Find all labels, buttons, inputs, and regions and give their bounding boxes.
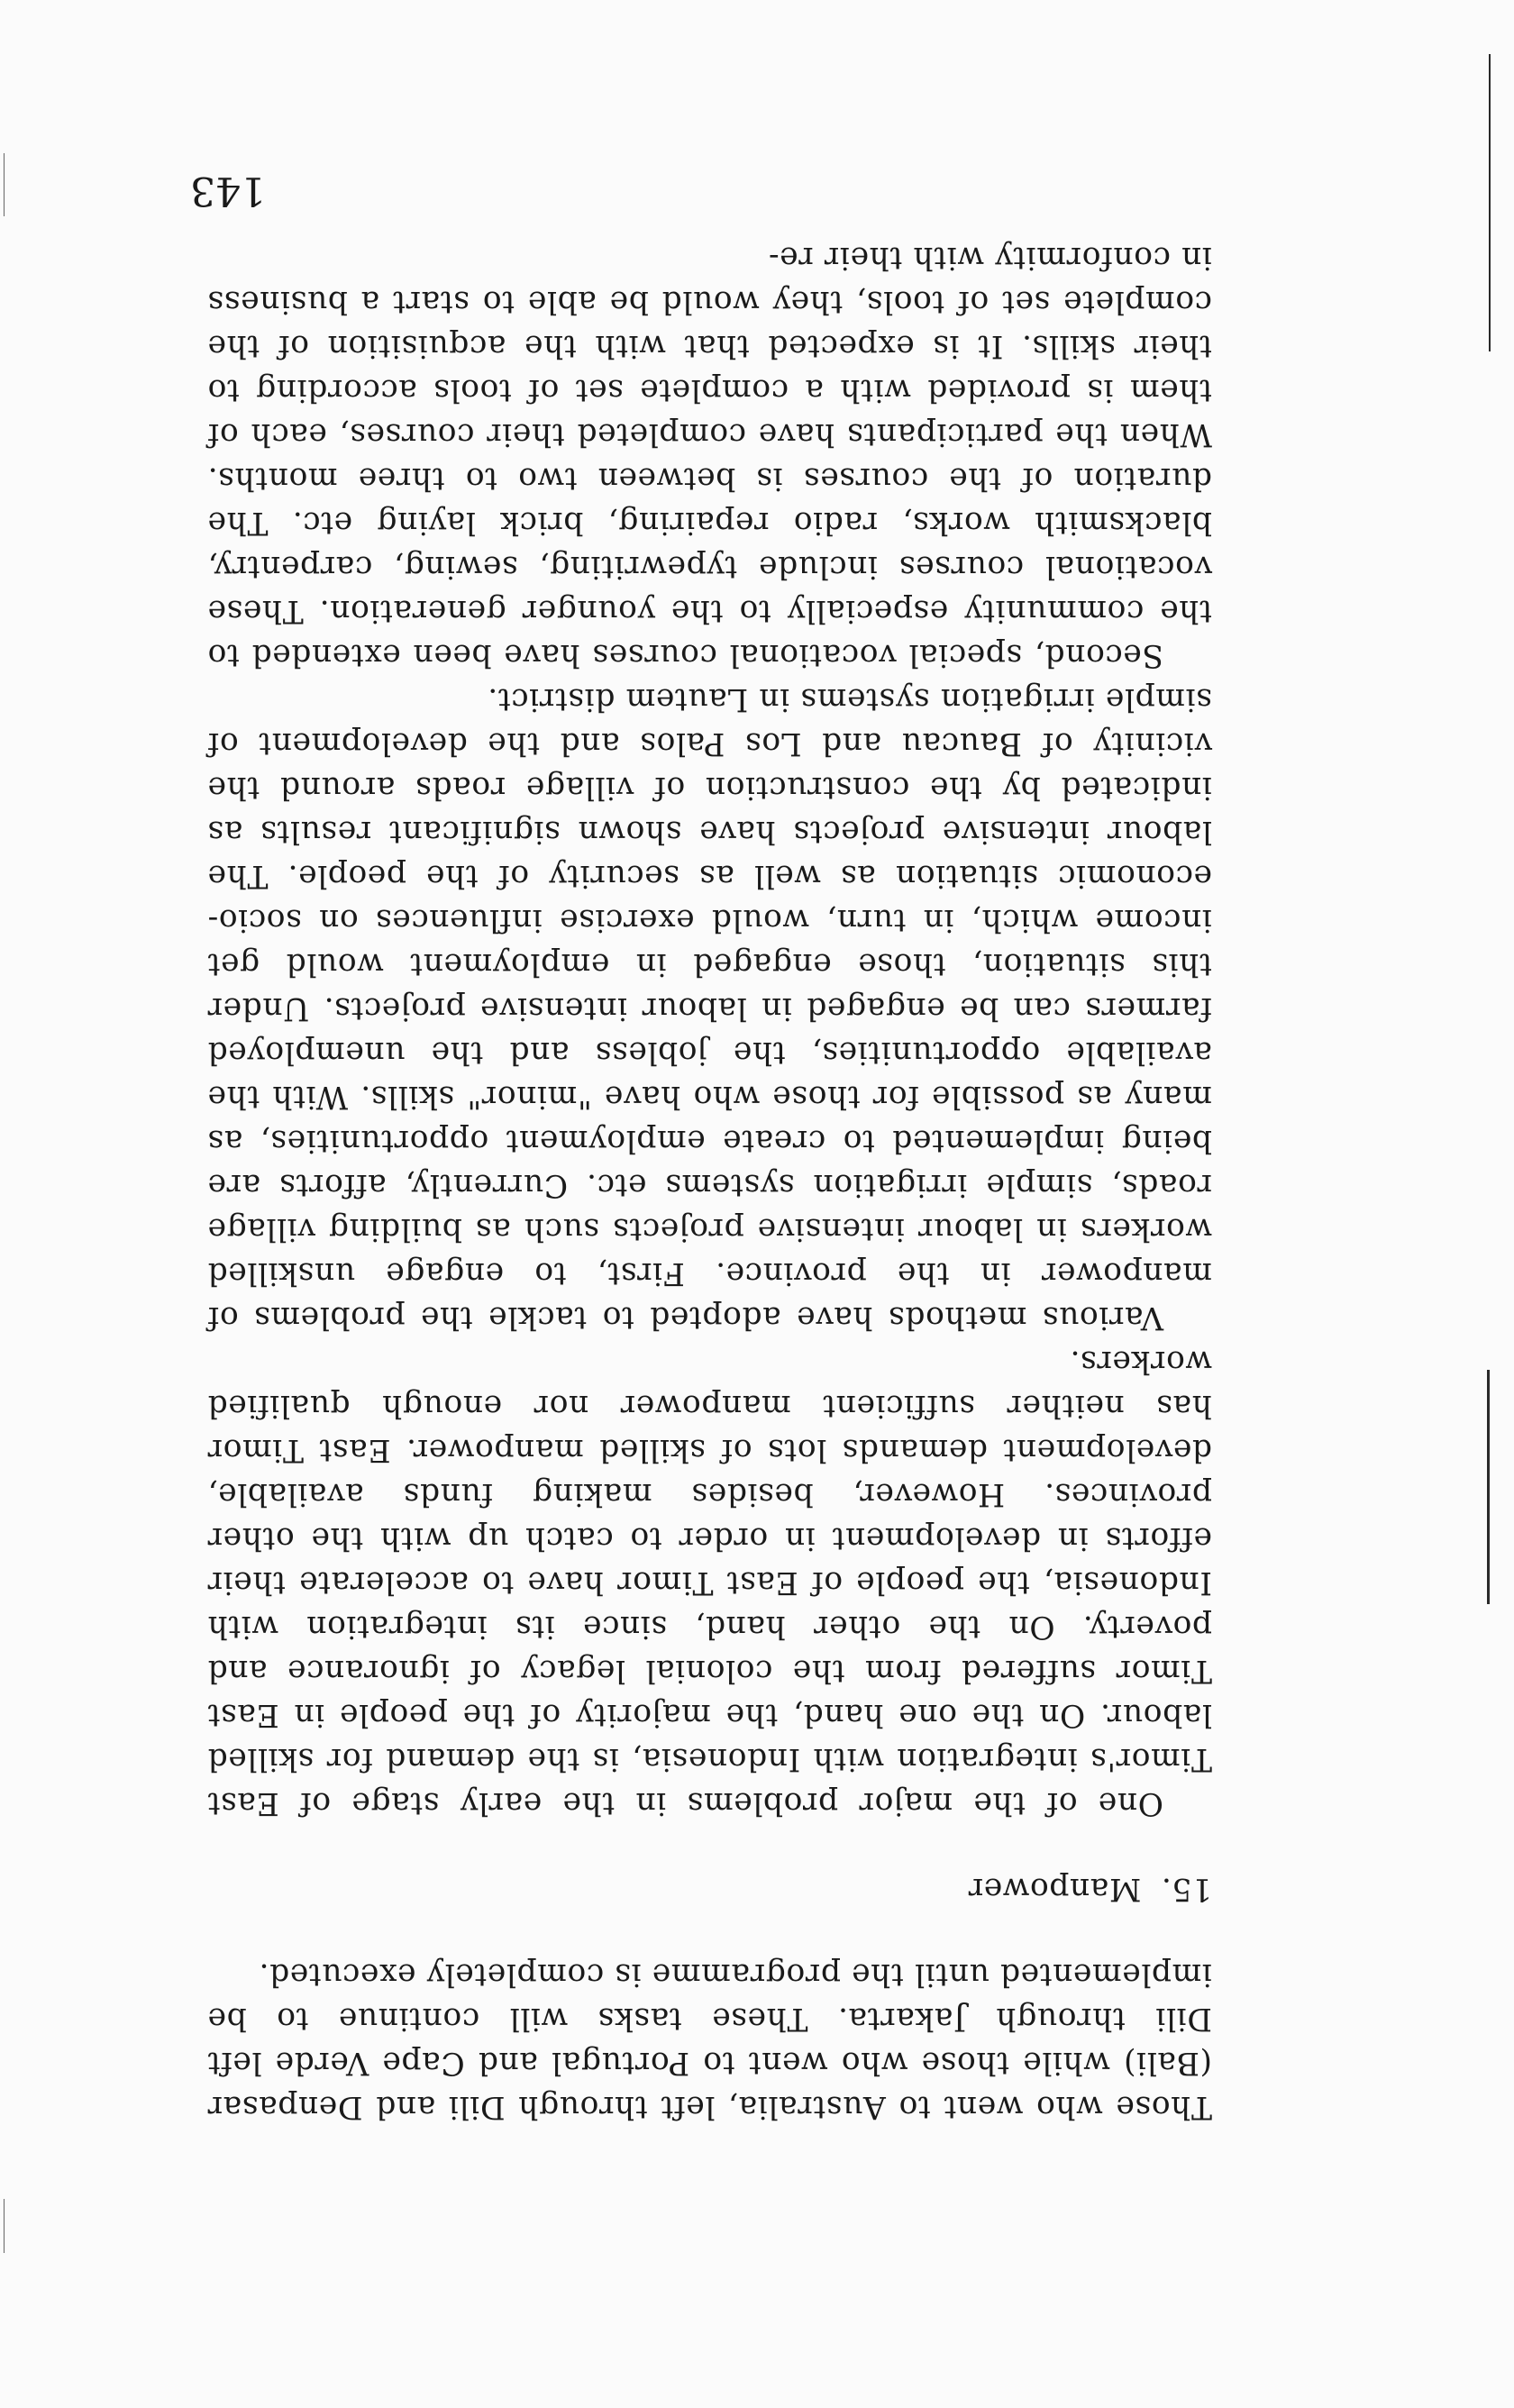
body-text	[207, 235, 1212, 2129]
paragraph-manpower-3: Second, special vocational courses have been extended to the community especially to the younger generation. These vocational courses include typewriting, sewing, carpentry, blacksmith works, radio repairing, brick laying etc. The duration of the courses is between two to three months. When the participants have completed their courses, each of them is provided with a complete set of tools according to their skills. It is expected that with the acquisition of the complete set of tools, they would be able to start a business in conformity with their re-	[207, 240, 1212, 673]
page-number: 143	[190, 168, 266, 214]
paragraph-manpower-2: Various methods have adopted to tackle the problems of manpower in the province. First, to engage unskilled workers in labour intensive projects such as building village roads, simple irrigation systems etc. Currently, afforts are being implemented to create employment opportunities, as many as possible for those who have "minor" skills. With the available opportunities, the jobless and the unemployed farmers can be engaged in labour intensive projects. Under this situation, those engaged in employment would get income which, in turn, would exercise influences on socio-economic situation as well as security of the people. The labour intensive projects have shown significant results as indicated by the construction of village roads around the vicinity of Baucau and Los Palos and the development of simple irrigation systems in Lautem district.	[207, 681, 1212, 1336]
paragraph-manpower-1: One of the major problems in the early stage of East Timor's integration with Indonesia, is the demand for skilled labour. On the one hand, the majority of the people in East Timor suffered from the colonial legacy of ignorance and poverty. On the other hand, since its integration with Indonesia, the people of East Timor have to accelerate their efforts in development in order to catch up with the other provinces. However, besides making funds available, development demands lots of skilled manpower. East Timor has neither sufficient manpower nor enough qualified workers.	[207, 1344, 1212, 1821]
section-number: 15.	[1161, 1871, 1212, 1907]
section-heading	[207, 1866, 1212, 1911]
paragraph-opening: Those who went to Australia, left through Dili and Denpasar (Bali) while those who went to Portugal and Cape Verde left Dili through Jakarta. These tasks will continue to be implemented until the programme is completely executed.	[207, 1957, 1212, 2125]
section-title: Manpower	[968, 1871, 1142, 1907]
